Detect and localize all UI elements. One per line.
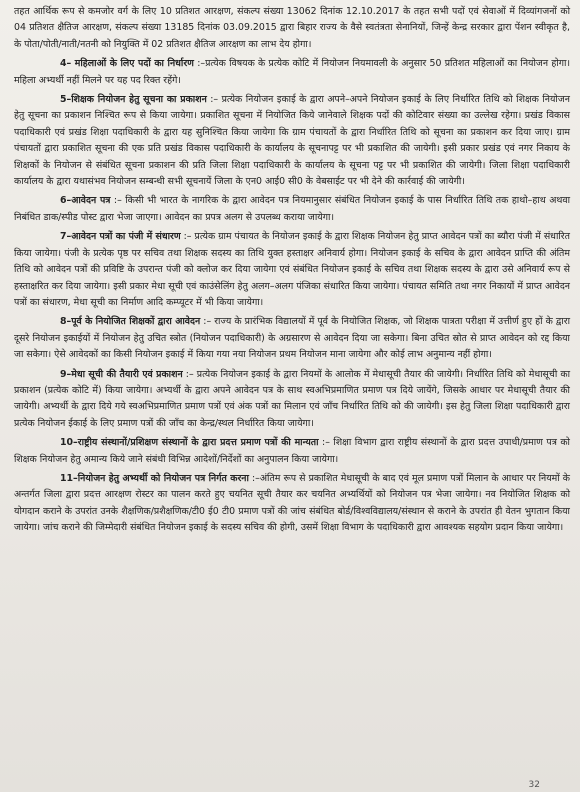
section-heading: 7–आवेदन पत्रों का पंजी में संधारण [60, 231, 181, 243]
page-number: 32 [528, 780, 540, 790]
paragraph-section-10 [14, 435, 570, 468]
paragraph-text: :– प्रत्येक नियोजन इकाई के द्वारा अपने–अपने नियोजन इकाई के लिए निर्धारित तिथि को शिक्षक नियोजन हेतु सूचना का प्रकाशन निश्चित रूप से किया जायेगा। प्रकाशित सूचना में नियोजित किये जानेवाले शिक्षक पदों की कोटिवार संख्या का उल्लेख रहेगा। प्रखंड विकास पदाधिकारी एवं प्रखंड शिक्षा पदाधिकारी के द्वारा यह सुनिश्चित किया जायेगा कि ग्राम पंचायतों के द्वारा निर्धारित तिथि को सूचना का प्रकाशन कर दिया जाए। ग्राम पंचायतों द्वारा प्रकाशित सूचना की एक प्रति प्रखंड विकास पदाधिकारी के कार्यालय के सूचनापट्ट पर भी प्रकाशित की जायेगी। इसी प्रकार प्रखंड एवं नगर निकाय के शिक्षकों के नियोजन से संबंधित सूचना प्रकाशन की प्रति जिला शिक्षा पदाधिकारी के कार्यालय के सूचना पट्ट पर भी प्रकाशित की जायेगी। जिला शिक्षा पदाधिकारी कार्यालय के द्वारा यथासंभव नियोजन सम्बन्धी सभी सूचनायें जिला के एन0 आई0 सी0 के वेबसाईट पर भी देने की कार्रवाई की जायेगी। [14, 94, 570, 188]
section-heading: 5–शिक्षक नियोजन हेतु सूचना का प्रकाशन [60, 94, 207, 106]
paragraph-section-6 [14, 193, 570, 226]
paragraph-text: :– शिक्षा विभाग द्वारा राष्ट्रीय संस्थानों के द्वारा प्रदत्त उपाधी/प्रमाण पत्र को शिक्षक नियोजन हेतु अमान्य किये जाने संबंधी विभिन्न आदेशों/निर्देशों का अनुपालन किया जायेगा। [14, 437, 570, 465]
paragraph-section-7 [14, 229, 570, 311]
paragraph-text: :–प्रत्येक विषयक के प्रत्येक कोटि में नियोजन नियमावली के अनुसार 50 प्रतिशत महिलाओं का नियोजन होगा। महिला अभ्यर्थी नहीं मिलने पर यह पद रिक्त रहेंगे। [14, 58, 571, 86]
paragraph-section-4 [14, 56, 570, 89]
section-heading: 11–नियोजन हेतु अभ्यर्थी को नियोजन पत्र निर्गत करना [60, 472, 249, 484]
section-heading: 4– महिलाओं के लिए पदों का निर्धारण [60, 58, 194, 70]
document-body [14, 4, 570, 540]
paragraph-text: :– प्रत्येक ग्राम पंचायत के नियोजन इकाई के द्वारा शिक्षक नियोजन हेतु प्राप्त आवेदन पत्रों का ब्यौरा पंजी में संधारित किया जायेगा। पंजी के प्रत्येक पृष्ठ पर सचिव तथा शिक्षक सदस्य का तिथि युक्त हस्ताक्षर अनिवार्य होगा। नियोजन इकाई के सचिव के द्वारा आवेदन प्राप्ति की अंतिम तिथि को आवेदन पत्रों की प्रविष्टि के उपरान्त पंजी को क्लोज कर दिया जायेगा एवं संबंधित नियोजन इकाई के सचिव तथा शिक्षक सदस्य के द्वारा उसे अनिवार्य रूप से हस्ताक्षरित कर दिया जायेगा। इसी प्रकार मेधा सूची एवं काउंसेलिंग हेतु अलग–अलग पंजिका संधारित किया जायेगा। पंचायत समिति तथा नगर निकायों में प्राप्त आवेदन पत्रों का संधारण, मेधा सूची का निर्माण आदि कम्प्यूटर में भी किया जायेगा। [14, 231, 570, 308]
section-heading: 9–मेधा सूची की तैयारी एवं प्रकाशन [60, 368, 183, 380]
paragraph-text: :–अंतिम रूप से प्रकाशित मेधासूची के बाद एवं मूल प्रमाण पत्रों मिलान के आधार पर नियमों के अन्तर्गत जिला द्वारा प्रदत्त आरक्षण रोस्टर का पालन करते हुए चयनित सूची तैयार कर चयनित अभ्यर्थियों को नियोजन पत्र भेजा जायेगा। नव नियोजित शिक्षक को योगदान कराने के उपरांत उनके शैक्षणिक/प्रशैक्षणिक/टी0 ई0 टी0 प्रमाण पत्रों की जांच संबंधित बोर्ड/विश्वविद्यालय/संस्थान से कराने के उपरांत ही वेतन भुगतान किया जायेगा। जांच कराने की जिम्मेदारी संबंधित नियोजन इकाई के सदस्य सचिव की होगी, उसमें शिक्षा विभाग के पदाधिकारी द्वारा आवश्यक सहयोग प्रदान किया जायेगा। [14, 472, 570, 534]
paragraph-section-11 [14, 471, 570, 537]
paragraph-section-9 [14, 367, 570, 433]
paragraph-section-8 [14, 314, 570, 363]
paragraph-text: :– राज्य के प्रारंभिक विद्यालयों में पूर्व के नियोजित शिक्षक, जो शिक्षक पात्रता परीक्षा में उत्तीर्ण हुए हों के द्वारा दूसरे नियोजन इकाईयों में नियोजन हेतु उचित स्त्रोत (नियोजन पदाधिकारी) के अग्रसारण से आवेदन दिया जा सकेगा। बिना उचित स्रोत से प्राप्त आवेदन को रद्द किया जा सकेगा। ऐसे आवेदकों का किसी नियोजन इकाई में किया गया नया नियोजन प्रथम नियोजन माना जायेगा और कोई लाभ अनुमान्य नहीं होगा। [14, 316, 571, 361]
paragraph-text: तहत आर्थिक रूप से कमजोर वर्ग के लिए 10 प्रतिशत आरक्षण, संकल्प संख्या 13062 दिनांक 12.10.2017 के तहत सभी पदों एवं सेवाओं में दिव्यांगजनों को 04 प्रतिशत क्षैतिज आरक्षण, संकल्प संख्या 13185 दिनांक 03.09.2015 द्वारा बिहार राज्य के वैसे स्वतंत्रता सेनानियों, जिन्हें केन्द्र सरकार द्वारा पेंशन स्वीकृत है, के पोता/पोती/नाती/नतनी को नियुक्ति में 02 प्रतिशत क्षैतिज आरक्षण का लाभ देय होगा। [14, 6, 570, 50]
section-heading: 10–राष्ट्रीय संस्थानों/प्रशिक्षण संस्थानों के द्वारा प्रदत्त प्रमाण पत्रों की मान्यता [60, 437, 319, 449]
section-heading: 6–आवेदन पत्र [60, 195, 111, 207]
paragraph-text: :– प्रत्येक नियोजन इकाई के द्वारा नियमों के आलोक में मेधासूची तैयार की जायेगी। निर्धारित तिथि को मेधासूची का प्रकाशन (प्रत्येक कोटि में) किया जायेगा। अभ्यर्थी के द्वारा अपने आवेदन पत्र के साथ स्वअभिप्रमाणित प्रमाण पत्र दिये जायेंगे, जिसके आधार पर मेधासूची तैयार की जायेगी। अभ्यर्थी के द्वारा दिये गये स्वअभिप्रमाणित प्रमाण पत्रों एवं अंक पत्रों का मिलान एवं जाँच निर्धारित तिथि को की जायेगी। इस हेतु जिला शिक्षा पदाधिकारी द्वारा प्रत्येक नियोजन ईकाई के लिए प्रमाण पत्रों की जाँच का केन्द्र/स्थल निर्धारित किया जायेगा। [14, 368, 571, 429]
paragraph-intro [14, 4, 570, 53]
paragraph-text: :– किसी भी भारत के नागरिक के द्वारा आवेदन पत्र नियमानुसार संबंधित नियोजन इकाई के पास निर्धारित तिथि तक हाथो–हाथ अथवा निबंधित डाक/स्पीड पोस्ट द्वारा भेजा जाएगा। आवेदन का प्रपत्र अलग से उपलब्ध कराया जायेगा। [14, 195, 571, 223]
section-heading: 8–पूर्व के नियोजित शिक्षकों द्वारा आवेदन [60, 316, 201, 328]
paragraph-section-5 [14, 92, 570, 190]
